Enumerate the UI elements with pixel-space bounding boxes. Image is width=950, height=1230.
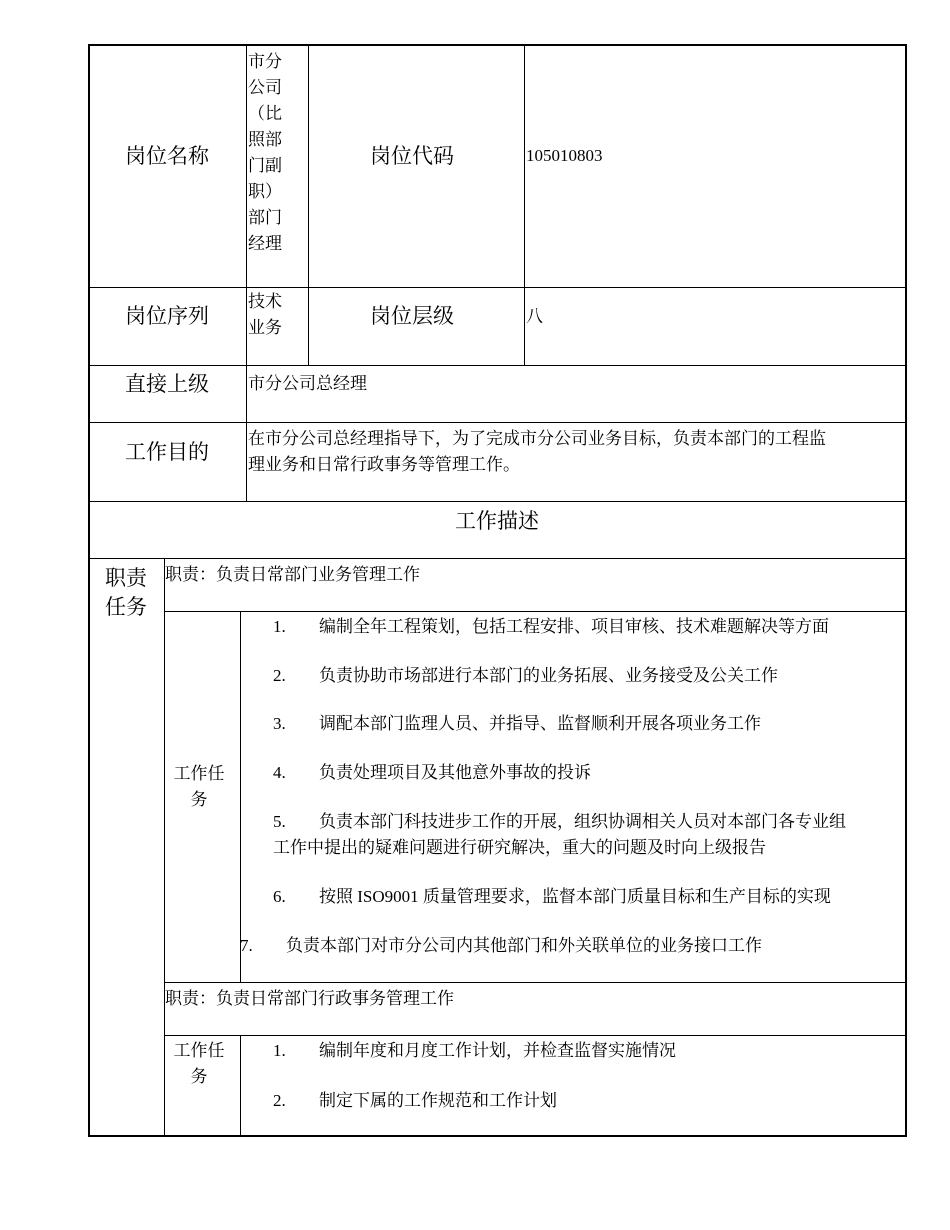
task-item <box>273 760 591 786</box>
task-text: 编制全年工程策划，包括工程安排、项目审核、技术难题解决等方面 <box>319 617 829 636</box>
level-value: 八 <box>526 307 543 326</box>
task-number: 4. <box>273 763 286 782</box>
row-divider <box>88 558 907 559</box>
purpose-line-2: 理业务和日常行政事务等管理工作。 <box>248 455 520 474</box>
task-number: 5. <box>273 812 286 831</box>
section-title: 工作描述 <box>455 509 539 533</box>
task-label-2: 工作任 务 <box>173 1041 225 1086</box>
task-item <box>273 884 831 910</box>
row-divider <box>164 1035 907 1036</box>
task-item <box>273 614 829 640</box>
task-text: 按照 ISO9001 质量管理要求，监督本部门质量目标和生产目标的实现 <box>319 887 831 906</box>
col-divider <box>308 44 309 365</box>
task-item-continuation: 工作中提出的疑难问题进行研究解决，重大的问题及时向上级报告 <box>273 838 766 857</box>
row-divider <box>164 611 907 612</box>
post-name-value: 市分 公司 （比 照部 门副 职） 部门 经理 <box>248 52 282 253</box>
row-divider <box>88 287 907 288</box>
col-divider <box>246 44 247 501</box>
post-code-label: 岗位代码 <box>370 144 454 168</box>
col-divider <box>524 44 525 365</box>
task-number: 2. <box>273 666 286 685</box>
task-text: 负责协助市场部进行本部门的业务拓展、业务接受及公关工作 <box>319 666 778 685</box>
task-item <box>273 1038 676 1064</box>
superior-value: 市分公司总经理 <box>248 374 367 393</box>
task-item <box>273 711 761 737</box>
task-label-1: 工作任 务 <box>173 764 225 809</box>
task-item <box>273 663 778 689</box>
task-text: 编制年度和月度工作计划，并检查监督实施情况 <box>319 1041 676 1060</box>
sequence-value: 技术 业务 <box>248 292 282 337</box>
post-name-label: 岗位名称 <box>125 144 209 168</box>
task-number: 2. <box>273 1091 286 1110</box>
duty-label: 职责 任务 <box>105 566 147 619</box>
superior-label: 直接上级 <box>125 372 209 396</box>
responsibility-1-title: 职责：负责日常部门业务管理工作 <box>165 565 420 584</box>
purpose-line-1: 在市分公司总经理指导下，为了完成市分公司业务目标，负责本部门的工程监 <box>248 429 826 448</box>
task-text: 负责本部门对市分公司内其他部门和外关联单位的业务接口工作 <box>286 936 762 955</box>
col-divider <box>240 1035 241 1137</box>
task-item <box>273 1088 557 1114</box>
task-item <box>273 809 846 835</box>
post-code-value: 105010803 <box>526 146 603 165</box>
task-text: 调配本部门监理人员、并指导、监督顺利开展各项业务工作 <box>319 714 761 733</box>
task-number: 1. <box>273 617 286 636</box>
col-divider <box>164 558 165 1137</box>
task-number: 6. <box>273 887 286 906</box>
row-divider <box>164 982 907 983</box>
task-item <box>240 933 762 959</box>
row-divider <box>88 501 907 502</box>
job-description-table <box>88 44 907 1137</box>
purpose-label: 工作目的 <box>125 440 209 464</box>
row-divider <box>88 422 907 423</box>
col-divider <box>240 611 241 982</box>
task-text: 负责本部门科技进步工作的开展，组织协调相关人员对本部门各专业组 <box>319 812 846 831</box>
task-text: 制定下属的工作规范和工作计划 <box>319 1091 557 1110</box>
task-number: 3. <box>273 714 286 733</box>
task-text: 负责处理项目及其他意外事故的投诉 <box>319 763 591 782</box>
task-number: 1. <box>273 1041 286 1060</box>
responsibility-2-title: 职责：负责日常部门行政事务管理工作 <box>165 989 454 1008</box>
level-label: 岗位层级 <box>370 304 454 328</box>
row-divider <box>88 365 907 366</box>
sequence-label: 岗位序列 <box>125 304 209 328</box>
task-number: 7. <box>240 936 253 955</box>
